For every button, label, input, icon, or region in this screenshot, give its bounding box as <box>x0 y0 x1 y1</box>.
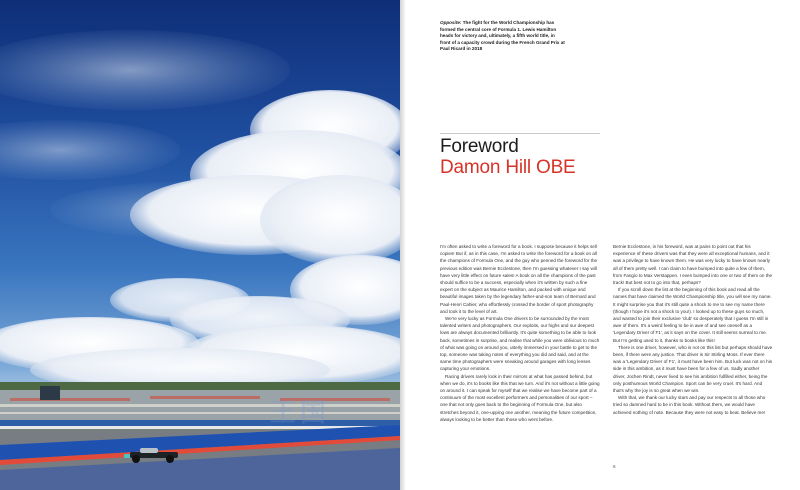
paragraph: With that, we thank our lucky stars and pay our respects to all those who tried so damned hard to be in this book. Without them, we would have achieved nothing of note. Because they were not easy to beat. Believe me! <box>613 395 766 415</box>
page-subtitle: Damon Hill OBE <box>440 157 576 178</box>
paragraph: I'm often asked to write a foreword for a book. I suppose because it helps sell copies! But if, as in this case, I'm asked to write the foreword for a book on all the champions of Formula One, and the guy who penned the foreword for the previous edition was Bernie Ecclestone, then I'm guessing whatever I say will have very little effect on future sales! A book on all the champions of the past should suffice to be a success, especially when it's written by such a fine expert on the subject as Maurice Hamilton, and packed with unique and beautiful images taken by the legendary father-and-son team of Bernard and Paul-Henri Cahier, who effortlessly crossed the border of sport photography and took it to the level of art. <box>440 244 598 314</box>
paragraph: If you scroll down the list at the beginning of this book and read all the names that have claimed the World Championship title, you will see my name. It might surprise you that it's still quite a shock to me to see my name there (though I hope it's not a shock to you!). I looked up to these guys so much, and wanted to join their exclusive 'club' so desperately that I guess I'm still in awe of them. It's a weird feeling to be in awe of and see oneself as a 'Legendary Driver of F1', as it says on the cover. It still seems surreal to me. But I'm getting used to it, thanks to books like this! <box>613 287 772 343</box>
page-title: Foreword <box>440 136 519 157</box>
paragraph: There is one driver, however, who is not on this list but perhaps should have been, if there were any justice. That driver is Sir Stirling Moss. If ever there was a 'Legendary Driver of F1', it must have been him. But luck was not on his side in this ambition, as it must have been for a few of us. Sadly another driver, Jochen Rindt, never lived to see his ambition fulfilled either, being the only posthumous World Champion. Sport can be very cruel. It's hard. And that's why the joy is so great when we win. <box>613 344 773 394</box>
text-column-right <box>613 243 773 416</box>
caption-lead: Opposite: <box>440 20 462 25</box>
text-column-left <box>440 243 600 423</box>
photo-caption <box>440 20 565 53</box>
watermark: 王国 <box>270 397 331 427</box>
book-gutter <box>400 0 406 490</box>
caption-text: The fight for the World Championship has formed the central core of Formula 1. Lewis Hamilton heads for victory and, ultimately, a fifth world title, in front of a capacity crowd during the French Grand Prix at Paul Ricard in 2018 <box>440 20 565 52</box>
page-number: 6 <box>613 464 616 469</box>
paragraph: Racing drivers rarely look in their mirrors at what has passed behind, but when we do, it's to books like this that we turn. And it's not without a little going on around it. I can speak for myself that we realise we have become part of a continuum of the most excellent performers and personalities of our sport – one that not only goes back to the beginning of Formula One, but also stretches beyond it, one-upping one another, meaning the future competition, always looking to be better than those who went before. <box>440 373 600 422</box>
paragraph: We're very lucky as Formula One drivers to be surrounded by the most talented writers and photographers. Our exploits, our highs and our deepest lows are always documented brilliantly. It's quite something to be able to look back, sometimes in surprise, and realise that while you were oblivious to much of what was going on around you, utterly immersed in your battle to get to the top, someone was taking notes of everything you did and said, and at the same time photographers were sneaking around garages with long lenses capturing your emotions. <box>440 316 600 372</box>
title-rule <box>440 133 600 134</box>
paragraph: Bernie Ecclestone, in his foreword, was at pains to point out that his experience of these drivers was that they were all exceptional humans, and it was a privilege to have known them. He was very lucky to have known nearly all of them pretty well. I can claim to have bumped into quite a few of them, from Fangio to Max Verstappen. I even bumped into one or two of them on the track! But best not to go into that, perhaps? <box>613 244 773 286</box>
